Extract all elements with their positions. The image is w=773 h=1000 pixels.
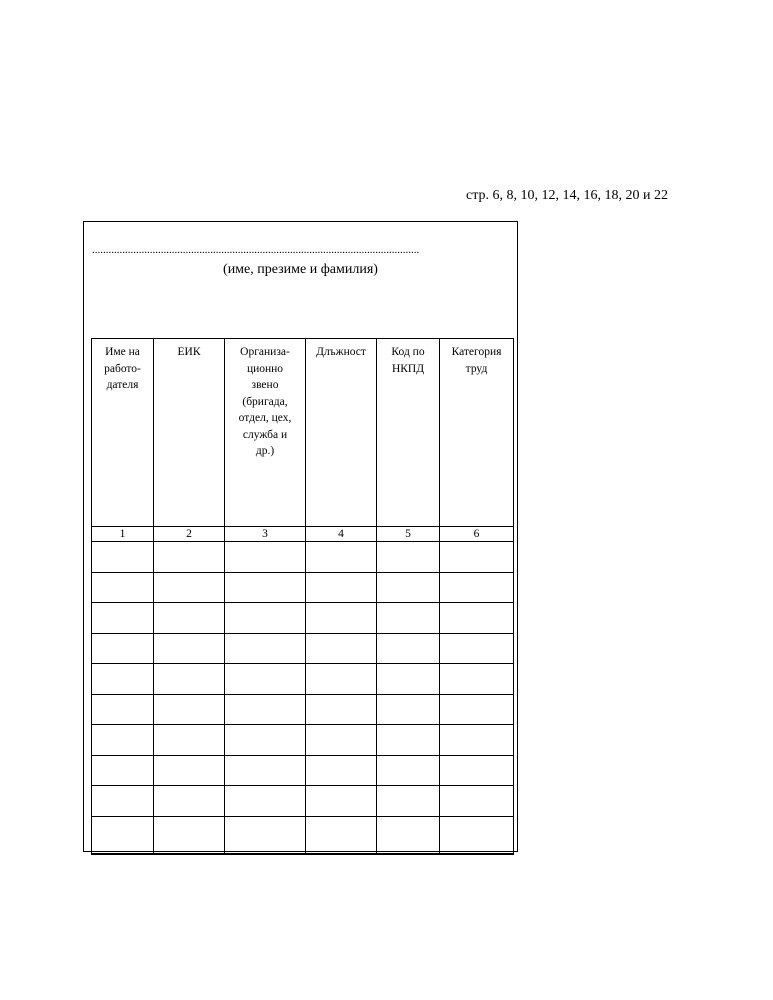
table-cell[interactable] xyxy=(154,725,225,756)
header-line: дателя xyxy=(106,379,139,391)
table-cell[interactable] xyxy=(440,633,514,664)
form-frame xyxy=(83,221,518,852)
table-cell[interactable] xyxy=(306,755,377,786)
column-number: 6 xyxy=(440,527,514,542)
table-cell[interactable] xyxy=(92,786,154,817)
table-cell[interactable] xyxy=(306,603,377,634)
table-cell[interactable] xyxy=(377,694,440,725)
name-caption: (име, презиме и фамилия) xyxy=(223,262,378,277)
table-cell[interactable] xyxy=(440,664,514,695)
table-cell[interactable] xyxy=(225,603,306,634)
table-row xyxy=(92,572,514,603)
table-cell[interactable] xyxy=(306,542,377,573)
header-line: Длъжност xyxy=(316,346,366,358)
header-line: служба и xyxy=(242,428,288,441)
table-cell[interactable] xyxy=(306,694,377,725)
table-cell[interactable] xyxy=(377,572,440,603)
header-nkpd-code xyxy=(377,339,440,527)
table-cell[interactable] xyxy=(154,664,225,695)
table-cell[interactable] xyxy=(92,664,154,695)
column-number: 1 xyxy=(92,527,154,542)
header-line: Организа- xyxy=(240,346,290,358)
page-reference: стр. 6, 8, 10, 12, 14, 16, 18, 20 и 22 xyxy=(466,188,668,203)
table-cell[interactable] xyxy=(92,694,154,725)
table-cell[interactable] xyxy=(225,725,306,756)
column-number-row xyxy=(92,527,514,542)
table-cell[interactable] xyxy=(154,694,225,725)
table-cell[interactable] xyxy=(92,572,154,603)
table-cell[interactable] xyxy=(92,542,154,573)
table-cell[interactable] xyxy=(154,816,225,854)
table-cell[interactable] xyxy=(92,755,154,786)
table-cell[interactable] xyxy=(440,725,514,756)
table-cell[interactable] xyxy=(225,694,306,725)
table-cell[interactable] xyxy=(440,755,514,786)
table-cell[interactable] xyxy=(306,786,377,817)
table-row xyxy=(92,755,514,786)
column-number: 5 xyxy=(377,527,440,542)
header-line: отдел, цех, xyxy=(238,412,292,424)
table-cell[interactable] xyxy=(306,664,377,695)
table-cell[interactable] xyxy=(225,572,306,603)
table-cell[interactable] xyxy=(306,633,377,664)
table-cell[interactable] xyxy=(377,603,440,634)
table-cell[interactable] xyxy=(154,786,225,817)
table-cell[interactable] xyxy=(377,542,440,573)
table-cell[interactable] xyxy=(440,542,514,573)
header-eik xyxy=(154,339,225,527)
table-cell[interactable] xyxy=(306,816,377,854)
header-org-unit xyxy=(225,339,306,527)
column-number: 3 xyxy=(225,527,306,542)
table-cell[interactable] xyxy=(225,755,306,786)
table-cell[interactable] xyxy=(92,725,154,756)
table-cell[interactable] xyxy=(92,816,154,854)
header-line: звено xyxy=(251,379,279,391)
header-line: Име на xyxy=(105,346,140,358)
table-row xyxy=(92,816,514,854)
header-line: труд xyxy=(465,362,488,375)
table-cell[interactable] xyxy=(225,542,306,573)
table-cell[interactable] xyxy=(377,725,440,756)
header-line: работо- xyxy=(104,362,141,375)
table-cell[interactable] xyxy=(92,633,154,664)
column-number: 4 xyxy=(306,527,377,542)
table-body xyxy=(92,542,514,854)
header-line: др.) xyxy=(255,445,275,457)
header-line: ЕИК xyxy=(177,346,201,358)
table-row xyxy=(92,603,514,634)
table-cell[interactable] xyxy=(225,664,306,695)
table-cell[interactable] xyxy=(440,572,514,603)
column-number: 2 xyxy=(154,527,225,542)
employment-table xyxy=(91,338,514,855)
table-row xyxy=(92,542,514,573)
table-cell[interactable] xyxy=(440,603,514,634)
table-header-row xyxy=(92,339,514,527)
table-cell[interactable] xyxy=(440,786,514,817)
table-cell[interactable] xyxy=(154,603,225,634)
header-employer-name xyxy=(92,339,154,527)
table-cell[interactable] xyxy=(225,786,306,817)
table-row xyxy=(92,633,514,664)
table-cell[interactable] xyxy=(225,816,306,854)
table-cell[interactable] xyxy=(377,664,440,695)
table-cell[interactable] xyxy=(306,572,377,603)
table-cell[interactable] xyxy=(377,786,440,817)
table-cell[interactable] xyxy=(440,816,514,854)
header-line: Код по xyxy=(391,346,425,358)
table-row xyxy=(92,786,514,817)
table-row xyxy=(92,664,514,695)
table-cell[interactable] xyxy=(377,755,440,786)
table-row xyxy=(92,694,514,725)
table-cell[interactable] xyxy=(154,572,225,603)
table-cell[interactable] xyxy=(377,816,440,854)
header-line: Категория xyxy=(451,346,502,358)
header-work-category xyxy=(440,339,514,527)
header-line: ционно xyxy=(246,362,284,375)
header-line: (бригада, xyxy=(242,395,288,408)
table-cell[interactable] xyxy=(440,694,514,725)
table-cell[interactable] xyxy=(154,542,225,573)
header-position xyxy=(306,339,377,527)
table-cell[interactable] xyxy=(154,755,225,786)
table-cell[interactable] xyxy=(92,603,154,634)
table-cell[interactable] xyxy=(154,633,225,664)
table-cell[interactable] xyxy=(306,725,377,756)
table-cell[interactable] xyxy=(377,633,440,664)
name-fill-line: ....................................................................................................................... xyxy=(92,244,420,256)
table-cell[interactable] xyxy=(225,633,306,664)
header-line: НКПД xyxy=(391,362,425,375)
table-row xyxy=(92,725,514,756)
